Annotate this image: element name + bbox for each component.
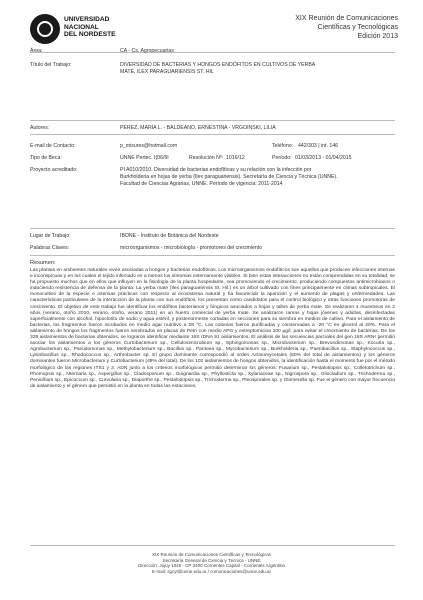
resolucion-value: 1016/12	[226, 155, 245, 161]
footer-line-3: Dirección: Jujuy 1046 - CP 3400 Corrientes Capital - Corrientes Argentina	[138, 563, 285, 569]
logo-line-2: NACIONAL	[64, 23, 99, 31]
divider-3	[30, 228, 395, 229]
email-value: p_misures@hotmail.com	[120, 143, 178, 149]
place-label: Lugar de Trabajo:	[30, 233, 71, 239]
authors-label: Autores:	[30, 125, 50, 131]
phone-label: Teléfono:	[272, 143, 294, 149]
periodo-value: 01/03/2013 - 01/04/2015	[295, 155, 352, 161]
area-value: CA - Cs. Agropecuarias	[120, 48, 174, 54]
university-logo	[30, 14, 116, 46]
divider-2	[30, 134, 395, 135]
email-label: E-mail de Contacto:	[30, 143, 76, 149]
title-label: Título del Trabajo:	[30, 62, 72, 68]
periodo-label: Período:	[272, 155, 292, 161]
event-line-3: Edición 2013	[357, 33, 398, 40]
event-line-2: Científicas y Tecnológicas	[317, 24, 398, 31]
logo-line-1: UNIVERSIDAD	[64, 16, 110, 23]
resumen-text: Las plantas en ambientes naturales viven asociadas a hongos y bacterias endofíticas. Los microorganismos endofíticos son aquellos que producen infecciones internas e inconspicuas y en los cuales el tejido infectado es a menos los síntomas externamente visibles. Si bien estas interacciones no están comprendidas en su totalidad, se ha propuesto muchos que en ellos que influyen en la fisiología de la planta hospedante, sea promoviendo el crecimiento, produciendo compuestos antimicrobianos o induciendo resistencia de defensa de la planta. La yerba mate (Ilex paraguariensis St. Hil.) es un árbol cultivado con fines principalmente en climas subtropicales. El monocultivo de la especie e intensas prácticas con respecto al ecosistema natural y ha favorecido la aparición y el aumento de plagas y enfermedades. Las características particulares de la interacción de la planta con sus endófitos, los presentan como candidatos para el control biológico y otras funciones promotoras de crecimiento. El objetivo de este trabajo fue identificar los endófitos bacterianos y fúngicos asociados a hojas y tallos de yerba mate. Se realizaron 4 muestreos en 2 años (verano, otoño 2010, verano, otoño, verano 2011) en un huerto comercial de yerba mate. Se analizaron ramas y hojas jóvenes y adultas, desinfectadas superficialmente con alcohol, hipoclorito de sodio y agua estéril, y posteriormente cortadas en secciones para su siembra en medios de cultivo. Para el aislamiento de bacterias, los fragmentos fueron incubados en medio agar nutritivo a 28 °C. Las colonias fueron purificadas y conservadas a -20 °C en glicerol al 20%. Para el aislamiento de hongos los fragmentos fueron sembrados en placas de Petri con medio APG y estreptomicina 100 µg/l, para evitar el crecimiento de bacterias. De los 329 aislamientos de bacterias obtenidos, se lograron identificar mediante 16S rDNA 91 aislamientos. El análisis de las secuencias parciales del gen 16S ARNr permitió asociar los aislamientos a los géneros Curtobacterium sp., Cellulosimicrobium sp., Sphingomonas sp., Microbacterium sp., Brevundimonas sp., Kocuria sp., Agrobacterium sp., Pseudomonas sp., Methylobacterium sp., Bacillus sp., Pantoea sp., Mycobacterium sp., Burkholderia sp., Paenibacillus sp., Staphylococcus sp., Lysinibacillus sp., Rhodococcus sp., Arthrobacter sp. El grupo dominante correspondió al orden Actinomycetales (60% del total de aislamientos) y los géneros dominantes fueron Microbacterium y Curtobacterium (48% del total). De los 102 aislamientos de hongos obtenidos, la identificación hasta el momento fue por el método morfológico de las regiones ITS1 y 2. ADN junto a los criterios morfológicos permitió determinar los géneros: Fusarium sp., Pestalotiopsis sp., Colletotrichum sp., Phomopsis sp., Alternaria sp., Aspergillus sp., Cladosporium sp., Guignardia sp., Phyllosticta sp., Xylariaceae sp., Nigrospora sp., Gliocladium sp., Trichoderma sp., Penicillium sp., Epicoccum sp., Curvularia sp., Diaporthe sp., Pestalotiopsis sp., Trichoderma sp., Pleosporales sp. y Glomerella sp. Fue el género con mayor frecuencia de aislamiento y el género que persistió en la planta en todas las estaciones.	[30, 268, 395, 389]
logo-line-3: DEL NORDESTE	[64, 31, 116, 39]
footer-line-2: Secretaría General de Ciencia y Técnica - UNNE	[162, 557, 261, 563]
resumen-label: Resumen:	[30, 260, 56, 266]
title-line-1: DIVERSIDAD DE BACTERIAS Y HONGOS ENDÓFITOS EN CULTIVOS DE YERBA	[120, 62, 316, 68]
beca-label: Tipo de Beca:	[30, 155, 62, 161]
project-label: Proyecto acreditado:	[30, 167, 78, 173]
header-divider	[30, 52, 395, 53]
event-line-1: XIX Reunión de Comunicaciones	[295, 15, 398, 22]
footer	[0, 552, 423, 574]
authors-value: PEREZ, MARÍA L. - BALDEANO, ERNESTINA - VRGOINSKI, LILIA	[120, 125, 276, 131]
phone-value: 442/303 | int. 146	[298, 143, 338, 149]
university-seal-icon	[30, 14, 60, 44]
place-value: IBONE - Instituto de Botánica del Nordeste	[120, 233, 219, 239]
keywords-label: Palabras Claves:	[30, 245, 70, 251]
project-line-2: Burkholderia en hojas de yerba (Ilex paraguariensis). Secretaría de Ciencia y Técnica (UNNE).	[120, 174, 338, 180]
project-line-3: Facultad de Ciencias Agrarias, UNNE. Período de vigencia: 2011-2014	[120, 181, 283, 187]
beca-value: UNNE Pertec. I(06/III	[120, 155, 169, 161]
title-line-2: MATE, ILEX PARAGUARIENSIS ST. HIL	[120, 69, 214, 75]
project-line-1: PI A010/2010. Diversidad de bacterias endofíticas y su relación con la infección por	[120, 167, 312, 173]
footer-line-1: XIX Reunión de Comunicaciones Científicas y Tecnológicas	[152, 552, 271, 557]
divider-1	[30, 120, 395, 121]
footer-line-4: E-mail: sgcyt@unne.edu.ar / comunicaciones@unne.edu.ar	[152, 568, 271, 574]
keywords-value: microorganismos - microbiología - promotores del crecimiento	[120, 245, 263, 251]
divider-4	[30, 255, 395, 256]
footer-divider	[30, 545, 395, 546]
resolucion-label: Resolución Nº:	[189, 155, 224, 161]
area-label: Área:	[30, 48, 43, 54]
event-header	[295, 14, 398, 41]
